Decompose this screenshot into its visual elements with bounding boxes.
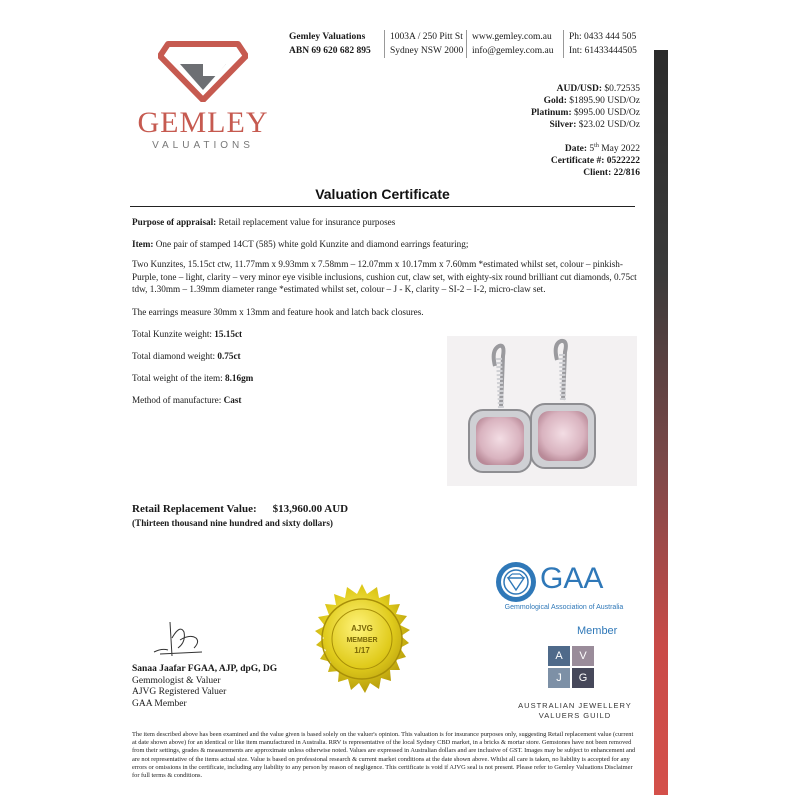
logo-subtitle: VALUATIONS [152, 140, 254, 151]
measurement-line: The earrings measure 30mm x 13mm and feature hook and latch back closures. [132, 307, 424, 317]
gem-logo-icon [158, 38, 248, 102]
gaa-wordmark: GAA [540, 562, 604, 595]
address-line-2: Sydney NSW 2000 [390, 46, 464, 56]
ajvg-letter-j: J [548, 668, 570, 688]
gemley-logo [128, 38, 278, 158]
company-name: Gemley Valuations [289, 32, 366, 42]
member-label: Member [577, 625, 618, 637]
website-link[interactable]: www.gemley.com.au [472, 32, 552, 42]
disclaimer-text: The item described above has been examined and the value given is based solely on the valuer's opinion. This valuation is for insurance purposes only, suggesting Retail replacement value (current at date shown above) for an identical or like item manufactured in Australia. RRV is representative of the local Sydney CBD market, in a bricks & mortar store. Gemstones have not been removed from their settings, grades & measurements are approximate unless otherwise noted. Values are expressed in Australian dollars and are inclusive of GST. Images may be subject to enhancement and are not representative of the items actual size. Value is based on professional research & current market conditions at the date shown above. Whilst all care is taken, no liability is accepted for any errors or omissions in the certificate, including any liability to any person by reason of negligence. This certificate is void if AJVG seal is not present. Please refer to Gemley Valuations Disclaimer for full terms & conditions. [132, 731, 636, 780]
metal-rates: AUD/USD: $0.72535 Gold: $1895.90 USD/Oz Platinum: $995.00 USD/Oz Silver: $23.02 USD/Oz [531, 84, 640, 130]
phone-block [569, 30, 637, 58]
seal-text-line-2: MEMBER [346, 637, 378, 644]
rrv-in-words: (Thirteen thousand nine hundred and sixty dollars) [132, 518, 333, 528]
side-color-strip [654, 50, 668, 795]
ajvg-letter-g: G [572, 668, 594, 688]
earrings-image-icon [447, 336, 637, 486]
aud-usd-rate: $0.72535 [604, 84, 640, 94]
platinum-price: $995.00 USD/Oz [574, 108, 640, 118]
ajvg-letter-v: V [572, 646, 594, 666]
gold-seal-icon [303, 583, 421, 701]
rrv-amount: $13,960.00 AUD [272, 503, 349, 515]
email-link[interactable]: info@gemley.com.au [472, 46, 554, 56]
earrings-photo [447, 336, 637, 486]
signature-icon [150, 618, 210, 660]
date-day: 5 [589, 144, 595, 155]
certificate-number: 0522222 [606, 156, 640, 167]
gaa-subtitle: Gemmological Association of Australia [504, 604, 624, 611]
ajvg-letter-a: A [548, 646, 570, 666]
valuer-details: Sanaa Jaafar FGAA, AJP, dpG, DG Gemmologist & Valuer AJVG Registered Valuer GAA Member [132, 664, 278, 709]
title-divider [130, 206, 635, 207]
date-month-year: May 2022 [601, 144, 640, 155]
gaa-logo [494, 560, 634, 620]
ajvg-logo [548, 646, 596, 690]
valuer-name: Sanaa Jaafar FGAA, AJP, dpG, DG [132, 664, 278, 674]
web-block [472, 30, 553, 58]
logo-wordmark: GEMLEY [137, 106, 269, 139]
kunzite-weight-line: Total Kunzite weight: 15.15ct [132, 329, 243, 339]
gold-price: $1895.90 USD/Oz [569, 96, 640, 106]
item-description: Two Kunzites, 15.15ct ctw, 11.77mm x 9.93mm x 7.58mm – 12.07mm x 10.17mm x 7.60mm *estimated whilst set, colour – pinkish-Purple, tone – light, clarity – very minor eye visible inclusions, cushion cut, claw set, with eighty-six round brilliant cut diamonds, 0.75ct tdw, 1.30mm – 1.39mm diameter range *estimated whilst set, colour – J - K, clarity – SI-2 – I-2, micro-claw set. [132, 259, 637, 294]
address-block [390, 30, 463, 58]
intl-phone-number: Int: 61433444505 [569, 46, 637, 56]
seal-text-line-1: AJVG [351, 624, 373, 633]
certificate-title: Valuation Certificate [315, 186, 450, 202]
ajvg-name: AUSTRALIAN JEWELLERY VALUERS GUILD [518, 701, 632, 720]
client-number: 22/816 [613, 168, 640, 179]
retail-replacement-value: Retail Replacement Value: $13,960.00 AUD [132, 503, 349, 515]
silver-price: $23.02 USD/Oz [578, 120, 640, 130]
ajvg-gold-seal [303, 583, 421, 701]
phone-number: Ph: 0433 444 505 [569, 32, 637, 42]
diamond-weight-line: Total diamond weight: 0.75ct [132, 351, 241, 361]
valuer-signature [150, 618, 210, 660]
total-weight-line: Total weight of the item: 8.16gm [132, 373, 254, 383]
certificate-meta: Date: 5th May 2022 Certificate #: 0522222 Client: 22/816 [550, 143, 640, 179]
manufacture-method-line: Method of manufacture: Cast [132, 395, 242, 405]
purpose-line: Purpose of appraisal: Retail replacement value for insurance purposes [132, 217, 396, 227]
address-line-1: 1003A / 250 Pitt St [390, 32, 463, 42]
company-name-block [289, 30, 371, 58]
item-line: Item: One pair of stamped 14CT (585) white gold Kunzite and diamond earrings featuring; [132, 239, 469, 249]
seal-text-line-3: 1/17 [354, 646, 370, 655]
company-abn: ABN 69 620 682 895 [289, 46, 371, 56]
gaa-emblem-icon [494, 560, 538, 604]
